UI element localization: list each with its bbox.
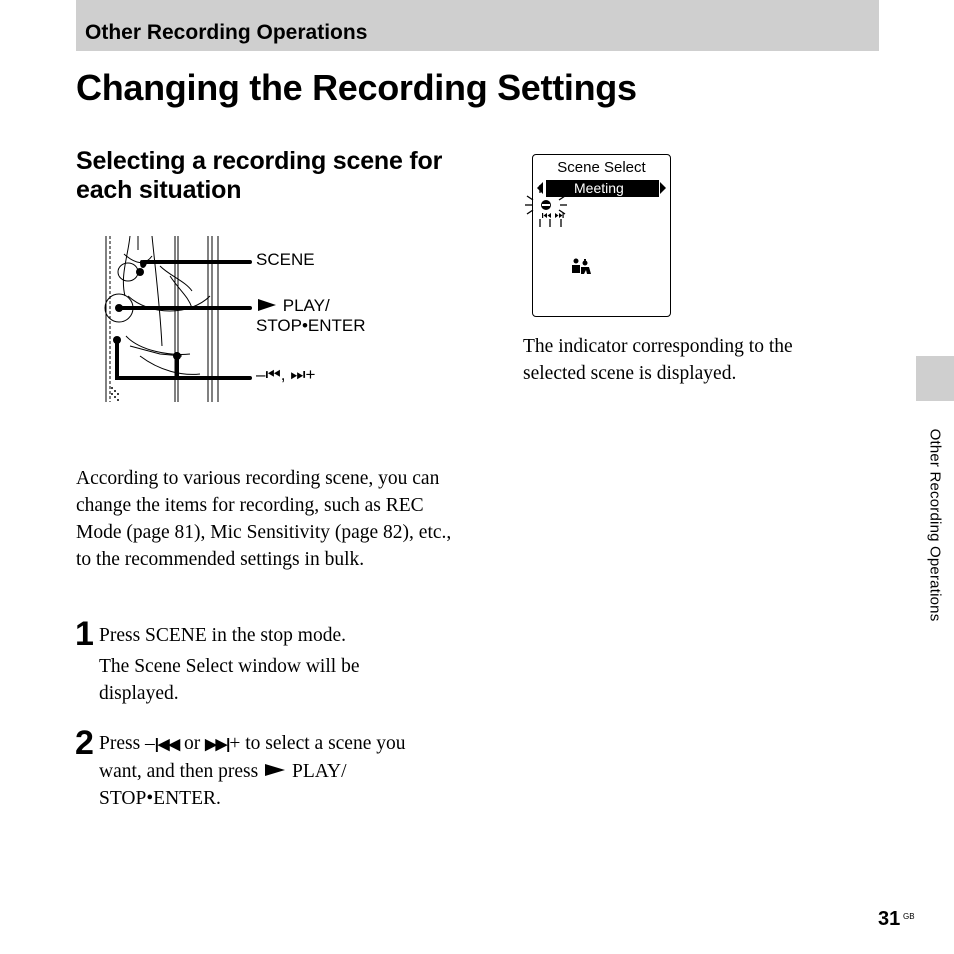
- record-indicator-icon: [521, 183, 591, 235]
- play-label: [256, 296, 330, 316]
- scene-select-screen: [532, 154, 671, 317]
- step-2-or: or: [179, 733, 206, 754]
- device-illustration: [100, 236, 260, 404]
- play-triangle-icon: [256, 298, 278, 312]
- screen-caption: The indicator corresponding to the selected scene is displayed.: [523, 336, 793, 384]
- forward-icon: ▶▶|: [205, 736, 230, 753]
- intro-paragraph: According to various recording scene, you can change the items for recording, such as REC Mode (page 81), Mic Sensitivity (page 82), etc., to the recommended settings in bulk.: [76, 468, 452, 570]
- step-number-2: 2: [75, 724, 94, 762]
- scene-label: SCENE: [256, 250, 315, 269]
- screen-title: Scene Select: [557, 159, 646, 176]
- stop-enter-label: STOP•ENTER: [256, 316, 366, 335]
- step-2-select: + to select a scene you want, and then press: [99, 733, 406, 782]
- play-triangle-icon: [263, 763, 287, 777]
- page-number-suffix: GB: [903, 912, 915, 921]
- selected-scene-label: Meeting: [574, 180, 624, 196]
- meeting-scene-icon: [570, 257, 592, 277]
- step-2-play-stop: PLAY/ STOP•ENTER.: [99, 761, 347, 809]
- rewind-icon: |◀◀: [154, 736, 180, 753]
- subheading: Selecting a recording scene for each situation: [76, 147, 443, 204]
- step-2-text: [99, 730, 444, 812]
- skip-buttons-label: –⏮, ⏭+: [256, 365, 316, 384]
- step-2-press: Press –: [99, 733, 155, 754]
- side-tab-marker: [916, 356, 954, 401]
- right-arrow-icon: [660, 182, 666, 194]
- play-label-line1: PLAY/: [282, 296, 330, 315]
- side-tab-text: Other Recording Operations: [926, 428, 944, 622]
- page-number: 31: [878, 908, 901, 930]
- section-header-bar: [76, 0, 879, 51]
- section-title: Other Recording Operations: [85, 21, 368, 44]
- step-1-text: Press SCENE in the stop mode.: [99, 625, 346, 646]
- step-1-result: The Scene Select window will be displayed.: [99, 656, 360, 704]
- page-title: Changing the Recording Settings: [76, 67, 637, 108]
- step-number-1: 1: [75, 615, 94, 653]
